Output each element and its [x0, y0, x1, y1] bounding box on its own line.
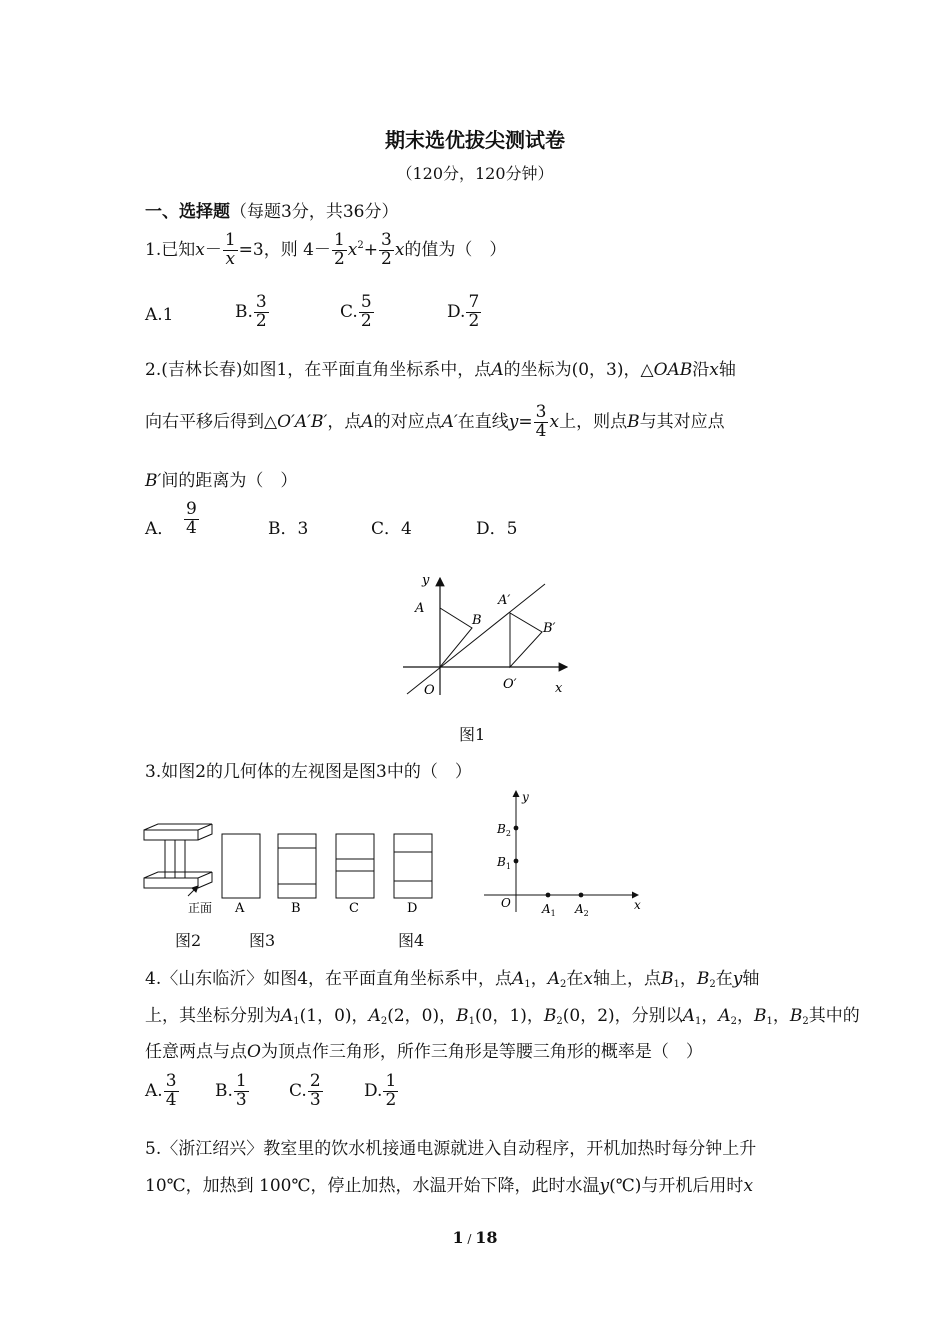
question-4-line-2: 上，其坐标分别为$A_1(1$，0)，$A_2(2$，0)，$B_1(0$，1)，$B_2(0$，2)，分别以$A_1$，$A_2$，$B_1$，$B_2$其中的 [145, 1006, 860, 1027]
figure-2-3 [140, 822, 440, 922]
x-label: x [634, 898, 641, 912]
choice-d-view [394, 834, 432, 898]
b-label: B [472, 613, 482, 628]
option-a-fraction: $\frac{9}{4}$ [186, 499, 197, 538]
point-b1 [514, 859, 519, 864]
option-b: B．3 [268, 519, 309, 539]
figure-4-caption: 图4 [398, 931, 425, 950]
page-subtitle: （120分，120分钟） [396, 164, 554, 183]
choice-a-view [222, 834, 260, 898]
figure-4-coordinate-plane [480, 787, 645, 917]
question-1: 1.已知x－ $\frac{1}{x}$ =3，则 4－ $\frac{1}{2}$ $x^2+$ $\frac{3}{2}$ x的值为（ ） [145, 230, 507, 269]
figure-2-caption: 图2 [175, 931, 202, 950]
option-d: D. $\frac{7}{2}$ [447, 292, 480, 331]
question-5-line-2: 10℃，加热到 100℃，停止加热，水温开始下降，此时水温y(℃)与开机后用时x [145, 1176, 754, 1196]
option-d: D. $\frac{1}{2}$ [364, 1071, 397, 1110]
point-b2 [514, 826, 519, 831]
a1-label: $A_1$ [542, 902, 556, 917]
a-label: A [415, 601, 425, 616]
option-c: C．4 [371, 519, 412, 539]
b2-label: $B_2$ [497, 822, 511, 838]
question-4-line-3: 任意两点与点O为顶点作三角形，所作三角形是等腰三角形的概率是（ ） [145, 1042, 703, 1062]
choice-a-label: A [235, 901, 245, 916]
a-prime-label: A′ [498, 593, 511, 608]
option-c: C. $\frac{5}{2}$ [340, 292, 372, 331]
figure-3-caption: 图3 [249, 931, 276, 950]
origin-label: O [501, 896, 511, 910]
question-2-line-3: B′间的距离为（ ） [145, 471, 298, 491]
line-y-3-4x [407, 584, 545, 694]
option-a: A. $\frac{3}{4}$ [145, 1071, 177, 1110]
question-4-line-1: 4.〈山东临沂〉如图4，在平面直角坐标系中，点$A_1$，$A_2$在x轴上，点$B_1$，$B_2$在y轴 [145, 969, 760, 990]
figure-1-coordinate-plane [395, 570, 580, 700]
choice-d-label: D [407, 901, 418, 916]
choice-b-view [278, 834, 316, 898]
b1-label: $B_1$ [497, 855, 511, 871]
question-5-line-1: 5.〈浙江绍兴〉教室里的饮水机接通电源就进入自动程序，开机加热时每分钟上升 [145, 1139, 757, 1159]
choice-c-label: C [349, 901, 359, 916]
option-b: B. $\frac{3}{2}$ [235, 292, 267, 331]
point-a2 [579, 893, 584, 898]
y-label: y [422, 573, 430, 588]
point-a1 [546, 893, 551, 898]
option-d: D．5 [476, 519, 518, 539]
page-title: 期末选优拔尖测试卷 [385, 128, 565, 152]
option-b: B. $\frac{1}{3}$ [215, 1071, 247, 1110]
i-beam-solid [144, 824, 212, 896]
y-label: y [522, 790, 529, 804]
question-2-line-2: 向右平移后得到△O′A′B′，点A的对应点A′在直线y= $\frac{3}{4}$ x上，则点B与其对应点 [145, 402, 725, 441]
origin-label: O [424, 683, 435, 698]
section-heading: 一、选择题（每题3分，共36分） [145, 202, 399, 222]
b-prime-label: B′ [543, 621, 556, 636]
option-a: A． [145, 519, 175, 539]
question-3: 3.如图2的几何体的左视图是图3中的（ ） [145, 762, 472, 782]
o-prime-label: O′ [503, 677, 517, 692]
figure-1-caption: 图1 [459, 725, 486, 744]
front-label: 正面 [188, 901, 213, 915]
option-c: C. $\frac{2}{3}$ [289, 1071, 321, 1110]
choice-c-view [336, 834, 374, 898]
triangle-oab [440, 608, 472, 667]
x-label: x [555, 681, 563, 696]
a2-label: $A_2$ [575, 902, 589, 917]
choice-b-label: B [291, 901, 301, 916]
page-number: 1 / 18 [452, 1228, 498, 1247]
triangle-oab-prime [510, 613, 542, 667]
question-2-line-1: 2.(吉林长春)如图1，在平面直角坐标系中，点A的坐标为(0，3)，△OAB沿x轴 [145, 360, 736, 380]
option-a: A.1 [145, 305, 174, 325]
